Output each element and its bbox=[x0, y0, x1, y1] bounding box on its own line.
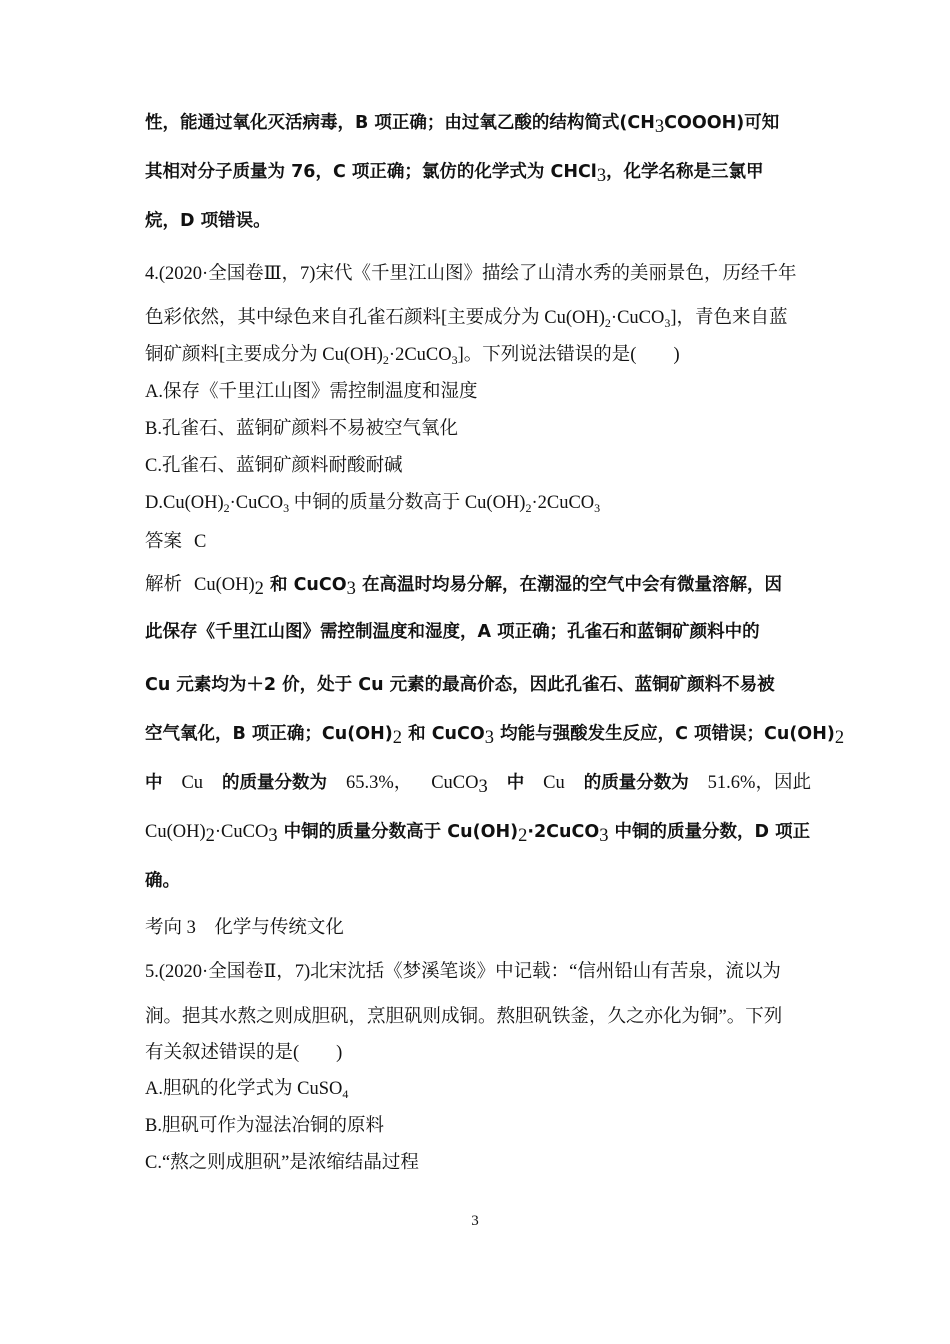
expl3-line-3: 烷，D 项错误。 bbox=[145, 211, 271, 231]
q4-expl-line-7: 确。 bbox=[145, 871, 180, 891]
q4-option-d: $D.Cu(OH)_2\cdot CuCO_3$ 中铜的质量分数高于 $Cu(OH)_2\cdot 2CuCO_3$ bbox=[145, 493, 601, 515]
q4-stem-line-2: 色彩依然，其中绿色来自孔雀石颜料[主要成分为 $Cu(OH)_2\cdot CuCO_3$]，青色来自蓝 bbox=[145, 308, 788, 330]
q4-expl-line-3: Cu 元素均为＋2 价，处于 Cu 元素的最高价态，因此孔雀石、蓝铜矿颜料不易被 bbox=[145, 675, 775, 695]
q4-expl-line-2: 此保存《千里江山图》需控制温度和湿度，A 项正确；孔雀石和蓝铜矿颜料中的 bbox=[145, 622, 760, 642]
expl3-line-1: 性，能通过氧化灭活病毒，B 项正确；由过氧乙酸的结构简式$(CH_3COOOH)$可知 bbox=[145, 113, 780, 137]
q5-option-a: A.胆矾的化学式为 CuSO$_4$ bbox=[145, 1079, 349, 1101]
answer-value: C bbox=[194, 532, 207, 552]
page-number: 3 bbox=[471, 1213, 479, 1229]
expl3-line-2: 其相对分子质量为 76，C 项正确；氯仿的化学式为 CHCl$_3$，化学名称是三氯甲 bbox=[145, 162, 764, 186]
q4-option-a: A.保存《千里江山图》需控制温度和湿度 bbox=[145, 382, 478, 402]
q4-expl-line-4: 空气氧化，B 项正确；$Cu(OH)_2$ 和 CuCO$_3$ 均能与强酸发生反应，C 项错误；$Cu(OH)_2$ bbox=[145, 724, 845, 748]
q4-expl-line-5: 中 Cu 的质量分数为 65.3%， CuCO$_3$ 中 Cu 的质量分数为 51.6%，因此 bbox=[145, 773, 811, 797]
expl-label: 解析 bbox=[145, 575, 183, 595]
q5-option-b: B.胆矾可作为湿法冶铜的原料 bbox=[145, 1116, 384, 1136]
section-heading: 考向 3 化学与传统文化 bbox=[145, 918, 344, 938]
q4-expl-line-6: $Cu(OH)_2\cdot CuCO_3$ 中铜的质量分数高于 $Cu(OH)_2\cdot 2CuCO_3$ 中铜的质量分数，D 项正 bbox=[145, 822, 811, 846]
q4-answer bbox=[145, 530, 811, 554]
q5-option-c: C.“熬之则成胆矾”是浓缩结晶过程 bbox=[145, 1153, 419, 1173]
q4-stem-line-3: 铜矿颜料[主要成分为 $Cu(OH)_2\cdot 2CuCO_3$]。下列说法错误的是( ) bbox=[145, 345, 680, 367]
q5-stem-line-2: 涧。挹其水熬之则成胆矾，烹胆矾则成铜。熬胆矾铁釜，久之亦化为铜”。下列 bbox=[145, 1007, 783, 1027]
answer-label: 答案 bbox=[145, 532, 183, 552]
q4-expl-line-1: 解析 $Cu(OH)_2$ 和 CuCO$_3$ 在高温时均易分解，在潮湿的空气中会有微量溶解，因 bbox=[145, 575, 782, 599]
q4-option-c: C.孔雀石、蓝铜矿颜料耐酸耐碱 bbox=[145, 456, 403, 476]
q5-stem-line-1: 5.(2020·全国卷Ⅱ，7)北宋沈括《梦溪笔谈》中记载：“信州铅山有苦泉，流以为 bbox=[145, 962, 781, 982]
q5-stem-line-3: 有关叙述错误的是( ) bbox=[145, 1043, 343, 1063]
q4-option-b: B.孔雀石、蓝铜矿颜料不易被空气氧化 bbox=[145, 419, 458, 439]
q4-stem-line-1: 4.(2020·全国卷Ⅲ，7)宋代《千里江山图》描绘了山清水秀的美丽景色，历经千年 bbox=[145, 264, 797, 284]
